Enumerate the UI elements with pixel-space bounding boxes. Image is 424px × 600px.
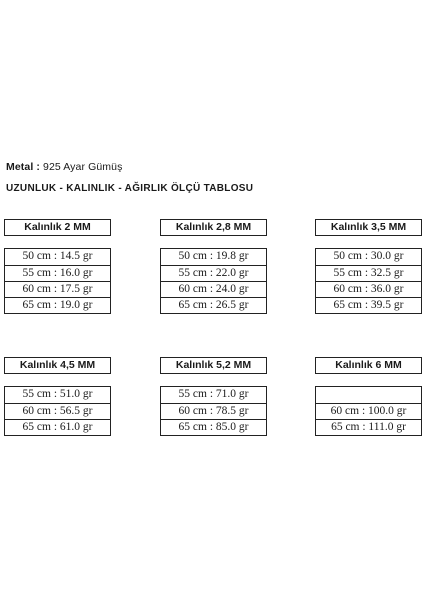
thickness-group-6 — [315, 357, 422, 436]
table-title: UZUNLUK - KALINLIK - AĞIRLIK ÖLÇÜ TABLOSU — [6, 183, 254, 194]
weight-row: 55 cm : 32.5 gr — [316, 265, 421, 281]
weight-row: 55 cm : 16.0 gr — [5, 265, 110, 281]
weight-row: 65 cm : 85.0 gr — [161, 419, 266, 435]
thickness-group-3 — [315, 219, 422, 314]
weight-row: 65 cm : 61.0 gr — [5, 419, 110, 435]
thickness-header: Kalınlık 2 MM — [4, 219, 111, 236]
weight-list — [4, 248, 111, 314]
thickness-group-1 — [4, 219, 111, 314]
weight-row: 65 cm : 26.5 gr — [161, 297, 266, 313]
thickness-header: Kalınlık 2,8 MM — [160, 219, 267, 236]
thickness-header: Kalınlık 3,5 MM — [315, 219, 422, 236]
weight-row: 55 cm : 71.0 gr — [178, 388, 249, 400]
weight-row: 60 cm : 78.5 gr — [161, 403, 266, 419]
weight-row: 50 cm : 19.8 gr — [178, 250, 249, 262]
weight-row-empty — [316, 387, 421, 403]
metal-value: 925 Ayar Gümüş — [43, 161, 123, 173]
weight-list — [160, 248, 267, 314]
weight-row: 65 cm : 19.0 gr — [5, 297, 110, 313]
thickness-group-4 — [4, 357, 111, 436]
weight-row: 60 cm : 24.0 gr — [161, 281, 266, 297]
weight-row: 60 cm : 17.5 gr — [5, 281, 110, 297]
weight-row: 50 cm : 30.0 gr — [333, 250, 404, 262]
weight-list — [4, 386, 111, 436]
weight-row: 60 cm : 100.0 gr — [316, 403, 421, 419]
weight-row: 55 cm : 22.0 gr — [161, 265, 266, 281]
weight-row: 65 cm : 39.5 gr — [316, 297, 421, 313]
metal-label: Metal : — [6, 161, 40, 173]
weight-row: 60 cm : 36.0 gr — [316, 281, 421, 297]
weight-list — [160, 386, 267, 436]
weight-row: 55 cm : 51.0 gr — [22, 388, 93, 400]
thickness-header: Kalınlık 5,2 MM — [160, 357, 267, 374]
weight-list — [315, 248, 422, 314]
weight-row: 50 cm : 14.5 gr — [22, 250, 93, 262]
thickness-group-2 — [160, 219, 267, 314]
weight-row: 65 cm : 111.0 gr — [316, 419, 421, 435]
thickness-header: Kalınlık 4,5 MM — [4, 357, 111, 374]
metal-info — [6, 161, 122, 173]
thickness-header: Kalınlık 6 MM — [315, 357, 422, 374]
thickness-group-5 — [160, 357, 267, 436]
weight-list — [315, 386, 422, 436]
weight-row: 60 cm : 56.5 gr — [5, 403, 110, 419]
